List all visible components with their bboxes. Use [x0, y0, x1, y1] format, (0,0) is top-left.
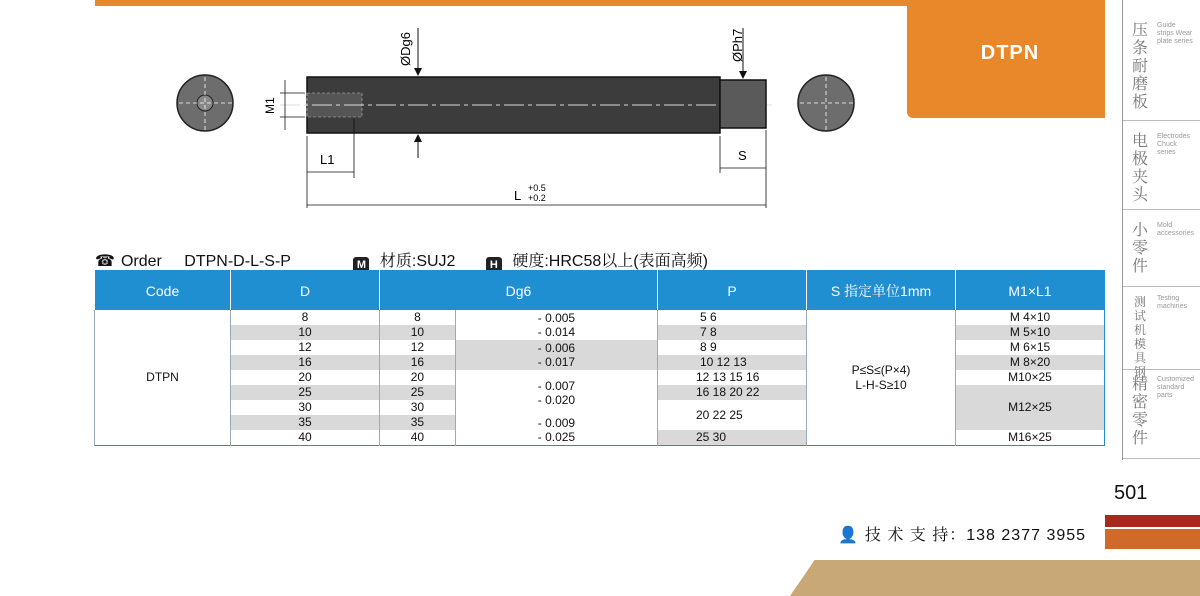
bottom-band: [790, 560, 1200, 596]
s-cell: P≤S≤(P×4) L-H-S≥10: [807, 310, 956, 446]
series-tab-label: DTPN: [980, 42, 1040, 64]
m-cell: M 5×10: [956, 325, 1105, 340]
col-dg6: Dg6: [380, 271, 658, 311]
tol-cell: - 0.005 - 0.014: [455, 310, 657, 340]
l1-label: L1: [320, 152, 335, 167]
sidebar-item-cn: 小零件: [1131, 222, 1148, 275]
dg6-cell: 35: [380, 415, 456, 430]
support-text: 技 术 支 持：138 2377 3955: [864, 527, 1087, 544]
hardness-icon: H: [486, 257, 502, 273]
d-cell: 10: [231, 325, 380, 340]
p-cell: 12 13 15 16: [658, 370, 807, 385]
technical-drawing: [160, 18, 880, 218]
dg6-cell: 10: [380, 325, 456, 340]
sidebar-item[interactable]: [1123, 370, 1200, 459]
col-m1l1: M1×L1: [956, 271, 1105, 311]
tol-cell: - 0.009 - 0.025: [455, 415, 657, 446]
p-cell: 10 12 13: [658, 355, 807, 370]
sidebar-item-cn: 精密零件: [1131, 376, 1148, 447]
d-cell: 20: [231, 370, 380, 385]
dg6-cell: 12: [380, 340, 456, 355]
sidebar-item[interactable]: [1123, 0, 1200, 121]
sidebar-item-en: Customized standard parts: [1157, 376, 1194, 399]
dg6-cell: 25: [380, 385, 456, 400]
d-cell: 30: [231, 400, 380, 415]
sidebar-item-en: Mold accessories: [1157, 222, 1194, 237]
sidebar: [1122, 0, 1200, 460]
order-code: DTPN-D-L-S-P: [184, 253, 291, 270]
sidebar-item-cn: 电极夹头: [1131, 133, 1148, 204]
m1-label: M1: [263, 97, 277, 114]
m-cell: M12×25: [956, 385, 1105, 430]
d-cell: 16: [231, 355, 380, 370]
phone-icon: ☎: [95, 253, 115, 270]
p-cell: 8 9: [658, 340, 807, 355]
footer-stripe-red: [1105, 515, 1200, 527]
s-label: S: [738, 148, 747, 163]
sidebar-item-en: Testing machines: [1157, 295, 1187, 310]
sidebar-item-cn: 测试机模具钢: [1133, 295, 1146, 379]
col-s: S 指定单位1mm: [807, 271, 956, 311]
footer-stripe-orange: [1105, 529, 1200, 549]
sidebar-item-en: Electrodes Chuck series: [1157, 133, 1191, 156]
p-cell: 25 30: [658, 430, 807, 446]
p-cell: 7 8: [658, 325, 807, 340]
dg6-cell: 30: [380, 400, 456, 415]
sidebar-item[interactable]: [1123, 210, 1200, 287]
page-number: 501: [1114, 482, 1148, 504]
col-p: P: [658, 271, 807, 311]
hardness: 硬度:HRC58以上(表面高频): [512, 253, 708, 270]
spec-table: [94, 270, 1105, 446]
p-cell: 5 6: [658, 310, 807, 325]
tol-cell: - 0.006 - 0.017: [455, 340, 657, 370]
m-cell: M 6×15: [956, 340, 1105, 355]
sidebar-item[interactable]: [1123, 287, 1200, 379]
l-tol-top: +0.5: [528, 183, 546, 193]
m-cell: M10×25: [956, 370, 1105, 385]
p-cell: 16 18 20 22: [658, 385, 807, 400]
p-cell: 20 22 25: [658, 400, 807, 430]
material: 材质:SUJ2: [379, 253, 456, 270]
dg6-cell: 8: [380, 310, 456, 325]
dg6-label: ØDg6: [398, 32, 413, 66]
l-tol-bottom: +0.2: [528, 193, 546, 203]
pin-step: [720, 80, 766, 128]
tol-cell: - 0.007 - 0.020: [455, 370, 657, 415]
code-cell: DTPN: [95, 310, 231, 446]
person-icon: 👤: [838, 527, 859, 544]
ph7-label: ØPh7: [730, 28, 745, 62]
l-label: L: [514, 188, 522, 203]
col-code: Code: [95, 271, 231, 311]
m-cell: M 4×10: [956, 310, 1105, 325]
d-cell: 25: [231, 385, 380, 400]
sidebar-item-en: Guide strips Wear plate series: [1157, 22, 1193, 45]
m-cell: M16×25: [956, 430, 1105, 446]
dg6-cell: 20: [380, 370, 456, 385]
d-cell: 12: [231, 340, 380, 355]
col-d: D: [231, 271, 380, 311]
d-cell: 35: [231, 415, 380, 430]
d-cell: 8: [231, 310, 380, 325]
sidebar-item-cn: 压条耐磨板: [1131, 22, 1148, 111]
sidebar-item[interactable]: [1123, 121, 1200, 210]
dg6-cell: 16: [380, 355, 456, 370]
order-label: Order: [120, 253, 162, 270]
material-icon: M: [353, 257, 369, 273]
m-cell: M 8×20: [956, 355, 1105, 370]
table-row: [95, 310, 1105, 325]
d-cell: 40: [231, 430, 380, 446]
dg6-cell: 40: [380, 430, 456, 446]
tech-support: [838, 522, 1086, 545]
